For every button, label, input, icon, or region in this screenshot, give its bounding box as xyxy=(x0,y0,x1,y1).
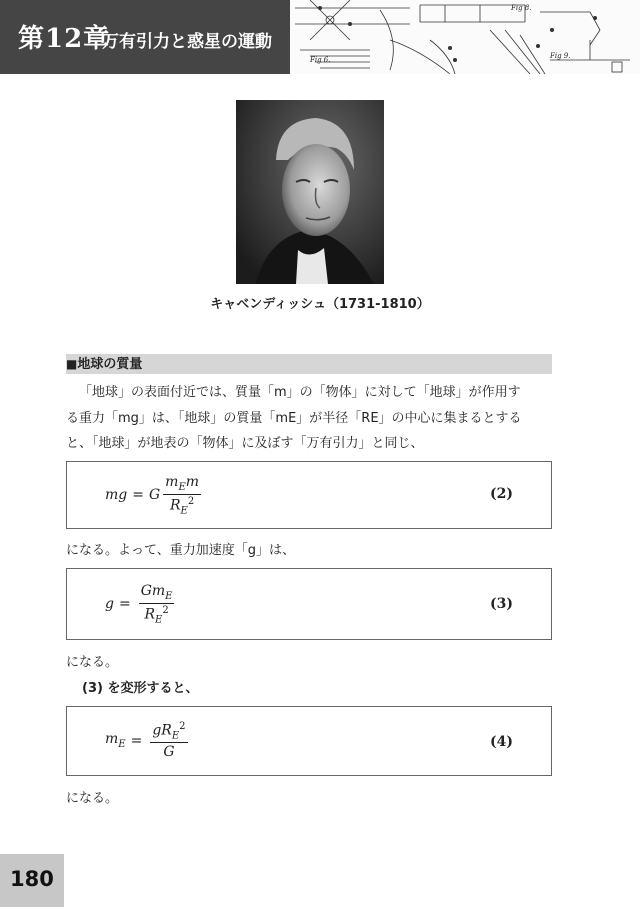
equation-box-3 xyxy=(66,568,552,640)
text-after-eq2: になる。よって、重力加速度「g」は、 xyxy=(66,543,295,558)
text-after-eq3: になる。 xyxy=(66,655,119,670)
equation-2: mg = G $\frac{m_Em}{R_E^2}$ xyxy=(105,474,200,517)
intro-line-3: と、「地球」が地表の「物体」に及ぼす「万有引力」と同じ、 xyxy=(66,436,424,451)
text-lead-eq4: (3) を変形すると、 xyxy=(82,681,199,696)
sketch-label-fig9: Fig 9. xyxy=(550,52,571,60)
intro-line-2: る重力「mg」は、「地球」の質量「mE」が半径「RE」の中心に集まるとする xyxy=(66,410,522,426)
equation-number-3: (3) xyxy=(490,596,513,612)
chapter-label: 第12章 xyxy=(18,24,111,54)
fraction: $\frac{gR_E^2}{G}$ xyxy=(152,721,186,761)
portrait-image xyxy=(236,100,384,284)
text-after-eq4: になる。 xyxy=(66,791,119,806)
equation-box-2 xyxy=(66,461,552,529)
section-heading-text: 地球の質量 xyxy=(77,357,143,372)
section-heading xyxy=(66,354,552,374)
equation-number-2: (2) xyxy=(490,486,513,502)
equation-box-4 xyxy=(66,706,552,776)
cavendish-portrait xyxy=(236,100,384,284)
mechanical-sketch-image xyxy=(290,0,640,74)
chapter-title: 万有引力と惑星の運動 xyxy=(102,32,272,52)
fraction: $\frac{Gm_E}{R_E^2}$ xyxy=(140,583,173,626)
equation-number-4: (4) xyxy=(490,734,513,750)
equation-4: $m_E$ = $\frac{gR_E^2}{G}$ xyxy=(105,721,186,761)
sketch-label-fig8: Fig 8. xyxy=(511,4,532,12)
portrait-caption: キャベンディッシュ（1731-1810） xyxy=(210,297,430,312)
chapter-header xyxy=(0,0,290,74)
header-illustration xyxy=(290,0,640,74)
equation-3: g = $\frac{Gm_E}{R_E^2}$ xyxy=(105,583,173,626)
intro-paragraph xyxy=(66,380,556,457)
page-number-box xyxy=(0,854,64,907)
page-number: 180 xyxy=(10,867,54,891)
fraction: $\frac{m_Em}{R_E^2}$ xyxy=(165,474,200,517)
intro-line-1: 「地球」の表面付近では、質量「m」の「物体」に対して「地球」が作用す xyxy=(79,385,521,400)
heading-square-icon: ■ xyxy=(66,357,78,371)
sketch-label-fig6: Fig 6. xyxy=(310,56,331,64)
